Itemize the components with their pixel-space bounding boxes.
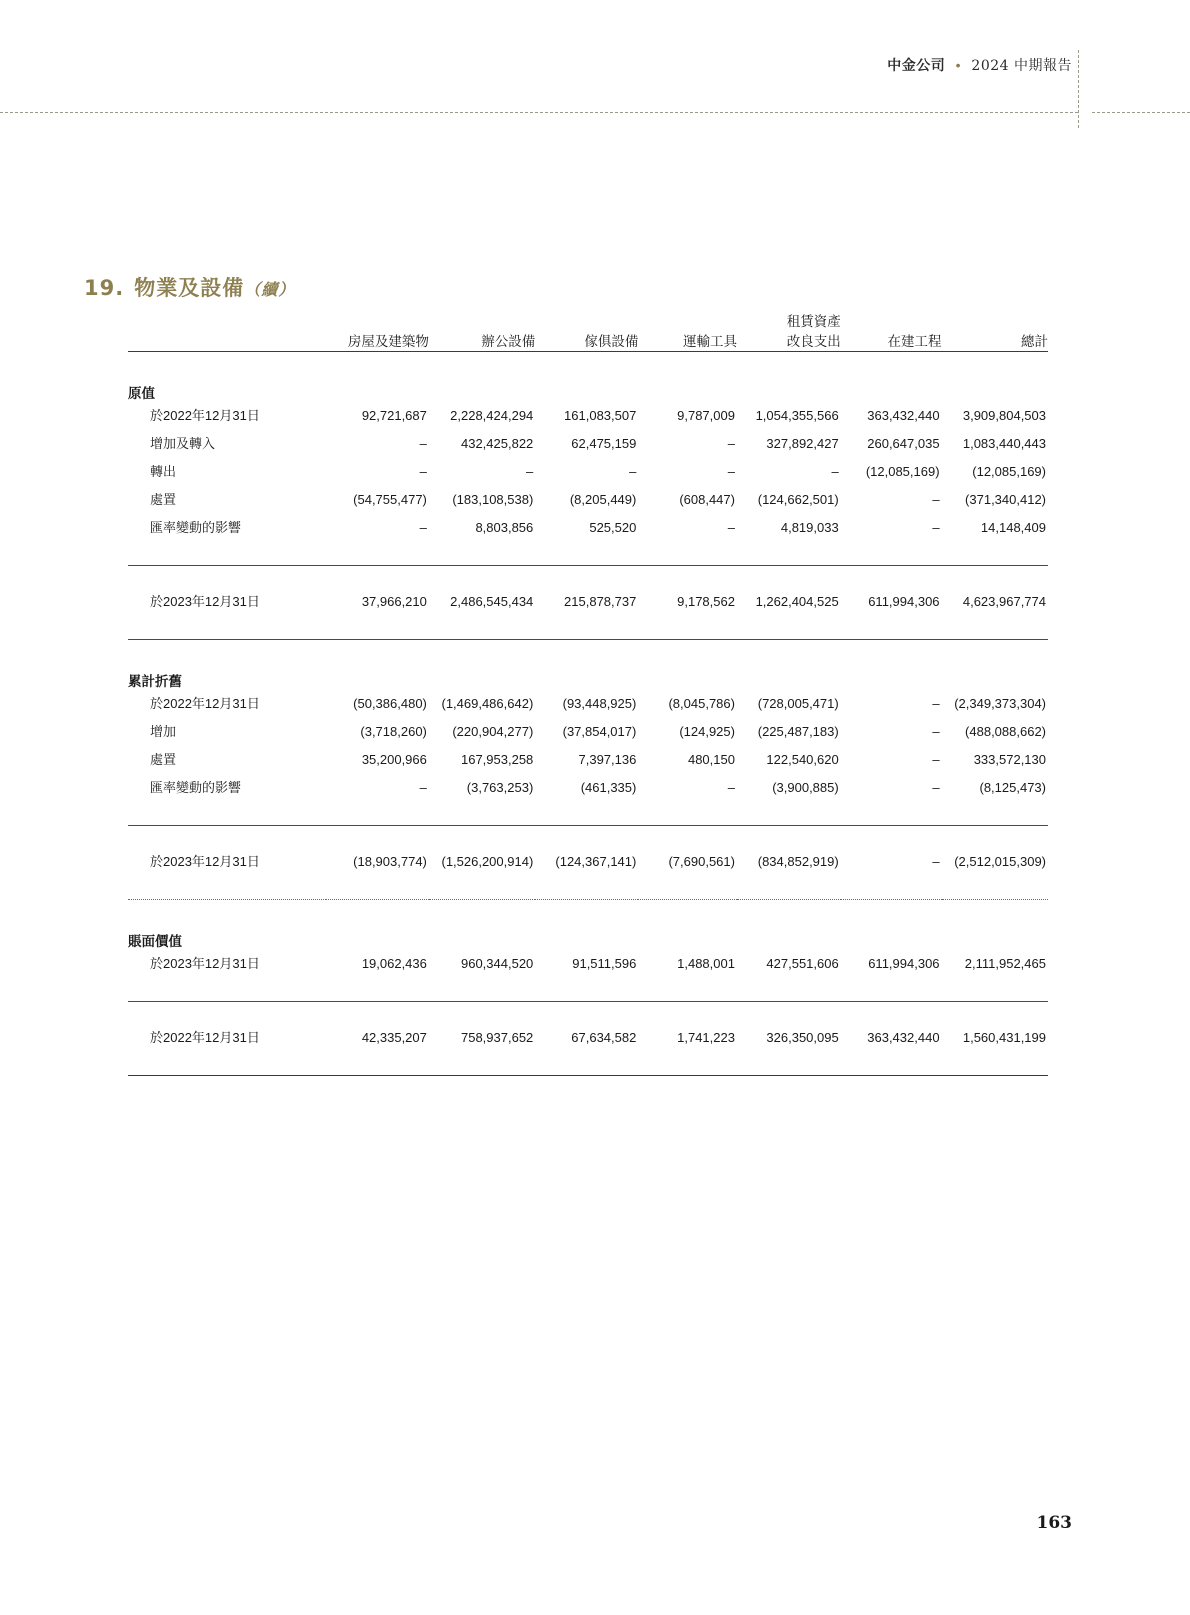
header-divider-right xyxy=(1092,112,1190,113)
table-row xyxy=(128,402,1048,430)
group-heading-carrying-amount xyxy=(128,930,1048,950)
cell-value: 67,634,582 xyxy=(571,1030,637,1045)
table-row xyxy=(128,774,1048,802)
cell-value: (8,125,473) xyxy=(979,780,1046,795)
cell-value: – xyxy=(831,464,839,479)
row-label: 於2022年12月31日 xyxy=(150,1030,260,1045)
cell-value: (2,512,015,309) xyxy=(954,854,1046,869)
row-label: 處置 xyxy=(150,752,177,767)
cell-value: (183,108,538) xyxy=(452,492,534,507)
cell-value: 215,878,737 xyxy=(564,594,637,609)
cell-value: (608,447) xyxy=(679,492,735,507)
cell-value: (12,085,169) xyxy=(972,464,1046,479)
cell-value: 758,937,652 xyxy=(460,1030,534,1045)
cell-value: 1,560,431,199 xyxy=(962,1030,1046,1045)
row-label: 於2023年12月31日 xyxy=(150,956,260,971)
group-title-carrying-amount: 賬面價值 xyxy=(128,934,182,949)
cell-value: (54,755,477) xyxy=(353,492,427,507)
column-header-construction-in-progress: 在建工程 xyxy=(887,334,942,349)
cell-value: 480,150 xyxy=(687,752,735,767)
cell-value: (371,340,412) xyxy=(965,492,1046,507)
cell-value: 326,350,095 xyxy=(766,1030,839,1045)
row-label: 轉出 xyxy=(150,464,177,479)
cell-value: 14,148,409 xyxy=(980,520,1046,535)
cell-value: (37,854,017) xyxy=(562,724,637,739)
spacer xyxy=(128,1052,1048,1074)
spacer xyxy=(128,978,1048,1000)
cell-value: (12,085,169) xyxy=(865,464,940,479)
table-row xyxy=(128,690,1048,718)
cell-value: (1,526,200,914) xyxy=(441,854,534,869)
cell-value: 2,228,424,294 xyxy=(450,408,534,423)
cell-value: 35,200,966 xyxy=(361,752,427,767)
header-divider-left xyxy=(0,112,1078,113)
group-heading-accumulated-depreciation xyxy=(128,670,1048,690)
spacer xyxy=(128,826,1048,849)
row-label: 於2022年12月31日 xyxy=(150,696,260,711)
header-brand: 中金公司 xyxy=(887,57,946,73)
spacer xyxy=(128,616,1048,638)
cell-value: – xyxy=(727,780,735,795)
table-header-row xyxy=(128,330,1048,350)
cell-value: (124,925) xyxy=(679,724,735,739)
cell-value: (488,088,662) xyxy=(965,724,1046,739)
table-row xyxy=(128,950,1048,978)
cell-value: 37,966,210 xyxy=(361,594,427,609)
table-row-total xyxy=(128,1024,1048,1052)
cell-value: – xyxy=(419,464,427,479)
cell-value: 611,994,306 xyxy=(868,594,940,609)
cell-value: (728,005,471) xyxy=(757,696,839,711)
cell-value: (3,900,885) xyxy=(772,780,839,795)
cell-value: (3,763,253) xyxy=(466,780,534,795)
cell-value: – xyxy=(932,520,940,535)
cell-value: (225,487,183) xyxy=(757,724,839,739)
cell-value: (18,903,774) xyxy=(353,854,427,869)
cell-value: 1,054,355,566 xyxy=(755,408,839,423)
section-continued-marker: （續） xyxy=(244,282,296,299)
cell-value: 327,892,427 xyxy=(766,436,839,451)
cell-value: 1,488,001 xyxy=(677,956,735,971)
cell-value: 62,475,159 xyxy=(571,436,637,451)
table-row xyxy=(128,458,1048,486)
cell-value: (8,045,786) xyxy=(668,696,735,711)
cell-value: 260,647,035 xyxy=(867,436,940,451)
spacer xyxy=(128,542,1048,564)
cell-value: 333,572,130 xyxy=(973,752,1046,767)
column-header-furniture: 傢俱設備 xyxy=(584,334,639,349)
cell-value: – xyxy=(932,752,940,767)
cell-value: 8,803,856 xyxy=(475,520,534,535)
column-header-total: 總計 xyxy=(1021,334,1048,349)
cell-value: 432,425,822 xyxy=(460,436,534,451)
cell-value: 363,432,440 xyxy=(867,408,940,423)
cell-value: – xyxy=(727,520,735,535)
cell-value: – xyxy=(419,520,427,535)
cell-value: 427,551,606 xyxy=(766,956,839,971)
cell-value: – xyxy=(932,854,940,869)
column-header-buildings: 房屋及建築物 xyxy=(347,334,429,349)
column-header-blank xyxy=(128,330,326,350)
cell-value: (50,386,480) xyxy=(353,696,427,711)
table-row-total xyxy=(128,848,1048,876)
table-row xyxy=(128,430,1048,458)
cell-value: 1,083,440,443 xyxy=(962,436,1046,451)
cell-value: (2,349,373,304) xyxy=(954,696,1046,711)
column-group-leased-assets: 租賃資產 xyxy=(786,314,841,329)
page-header xyxy=(887,55,1072,75)
column-header-vehicles: 運輸工具 xyxy=(682,334,737,349)
cell-value: (93,448,925) xyxy=(562,696,637,711)
cell-value: (7,690,561) xyxy=(668,854,735,869)
cell-value: 1,741,223 xyxy=(677,1030,735,1045)
column-header-improvements: 改良支出 xyxy=(786,334,841,349)
cell-value: (3,718,260) xyxy=(360,724,427,739)
row-label: 於2022年12月31日 xyxy=(150,408,260,423)
cell-value: 92,721,687 xyxy=(361,408,427,423)
row-label: 處置 xyxy=(150,492,177,507)
header-divider-vertical xyxy=(1078,50,1079,128)
cell-value: 363,432,440 xyxy=(867,1030,940,1045)
group-heading-cost xyxy=(128,382,1048,402)
spacer xyxy=(128,566,1048,589)
row-label: 增加及轉入 xyxy=(150,436,216,451)
cell-value: 161,083,507 xyxy=(564,408,637,423)
column-header-office-equipment: 辦公設備 xyxy=(481,334,536,349)
table-row xyxy=(128,718,1048,746)
cell-value: 9,178,562 xyxy=(677,594,735,609)
cell-value: (834,852,919) xyxy=(757,854,839,869)
spacer xyxy=(128,640,1048,671)
spacer xyxy=(128,352,1048,383)
cell-value: 4,819,033 xyxy=(780,520,839,535)
cell-value: – xyxy=(419,780,427,795)
cell-value: – xyxy=(932,780,940,795)
cell-value: (124,367,141) xyxy=(555,854,637,869)
table-top-header-row xyxy=(128,310,1048,330)
section-title-text: 物業及設備 xyxy=(134,277,245,300)
table-row xyxy=(128,486,1048,514)
spacer xyxy=(128,1002,1048,1025)
row-label: 增加 xyxy=(150,724,177,739)
cell-value: 167,953,258 xyxy=(460,752,534,767)
table-row xyxy=(128,514,1048,542)
header-separator: • xyxy=(955,57,962,73)
cell-value: – xyxy=(727,436,735,451)
cell-value: (8,205,449) xyxy=(569,492,637,507)
cell-value: 2,486,545,434 xyxy=(450,594,534,609)
row-label: 匯率變動的影響 xyxy=(150,520,242,535)
cell-value: – xyxy=(932,696,940,711)
cell-value: (124,662,501) xyxy=(757,492,839,507)
group-title-accumulated-depreciation: 累計折舊 xyxy=(128,674,182,689)
spacer xyxy=(128,900,1048,931)
cell-value: – xyxy=(932,724,940,739)
cell-value: 611,994,306 xyxy=(868,956,940,971)
header-report-title: 2024 中期報告 xyxy=(971,58,1072,74)
cell-value: 2,111,952,465 xyxy=(964,956,1046,971)
cell-value: (461,335) xyxy=(580,780,637,795)
cell-value: 3,909,804,503 xyxy=(962,408,1046,423)
cell-value: (220,904,277) xyxy=(452,724,534,739)
cell-value: 42,335,207 xyxy=(361,1030,427,1045)
cell-value: 7,397,136 xyxy=(578,752,637,767)
cell-value: 91,511,596 xyxy=(572,956,637,971)
cell-value: 4,623,967,774 xyxy=(962,594,1046,609)
cell-value: – xyxy=(932,492,940,507)
cell-value: – xyxy=(526,464,534,479)
cell-value: (1,469,486,642) xyxy=(441,696,534,711)
cell-value: – xyxy=(727,464,735,479)
section-number: 19. xyxy=(84,276,125,300)
group-title-cost: 原值 xyxy=(128,386,155,401)
row-label: 於2023年12月31日 xyxy=(150,594,260,609)
cell-value: – xyxy=(629,464,637,479)
page-number: 163 xyxy=(1036,1513,1072,1533)
section-heading xyxy=(84,272,295,302)
cell-value: 960,344,520 xyxy=(460,956,534,971)
row-label: 匯率變動的影響 xyxy=(150,780,242,795)
table-row-total xyxy=(128,588,1048,616)
cell-value: 1,262,404,525 xyxy=(755,594,839,609)
property-equipment-table xyxy=(128,310,1048,1076)
cell-value: 525,520 xyxy=(589,520,637,535)
cell-value: 19,062,436 xyxy=(361,956,427,971)
cell-value: 122,540,620 xyxy=(766,752,839,767)
cell-value: 9,787,009 xyxy=(677,408,735,423)
spacer xyxy=(128,876,1048,898)
table-row xyxy=(128,746,1048,774)
cell-value: – xyxy=(419,436,427,451)
table-bottom-rule xyxy=(128,1074,1048,1076)
row-label: 於2023年12月31日 xyxy=(150,854,260,869)
spacer xyxy=(128,802,1048,824)
